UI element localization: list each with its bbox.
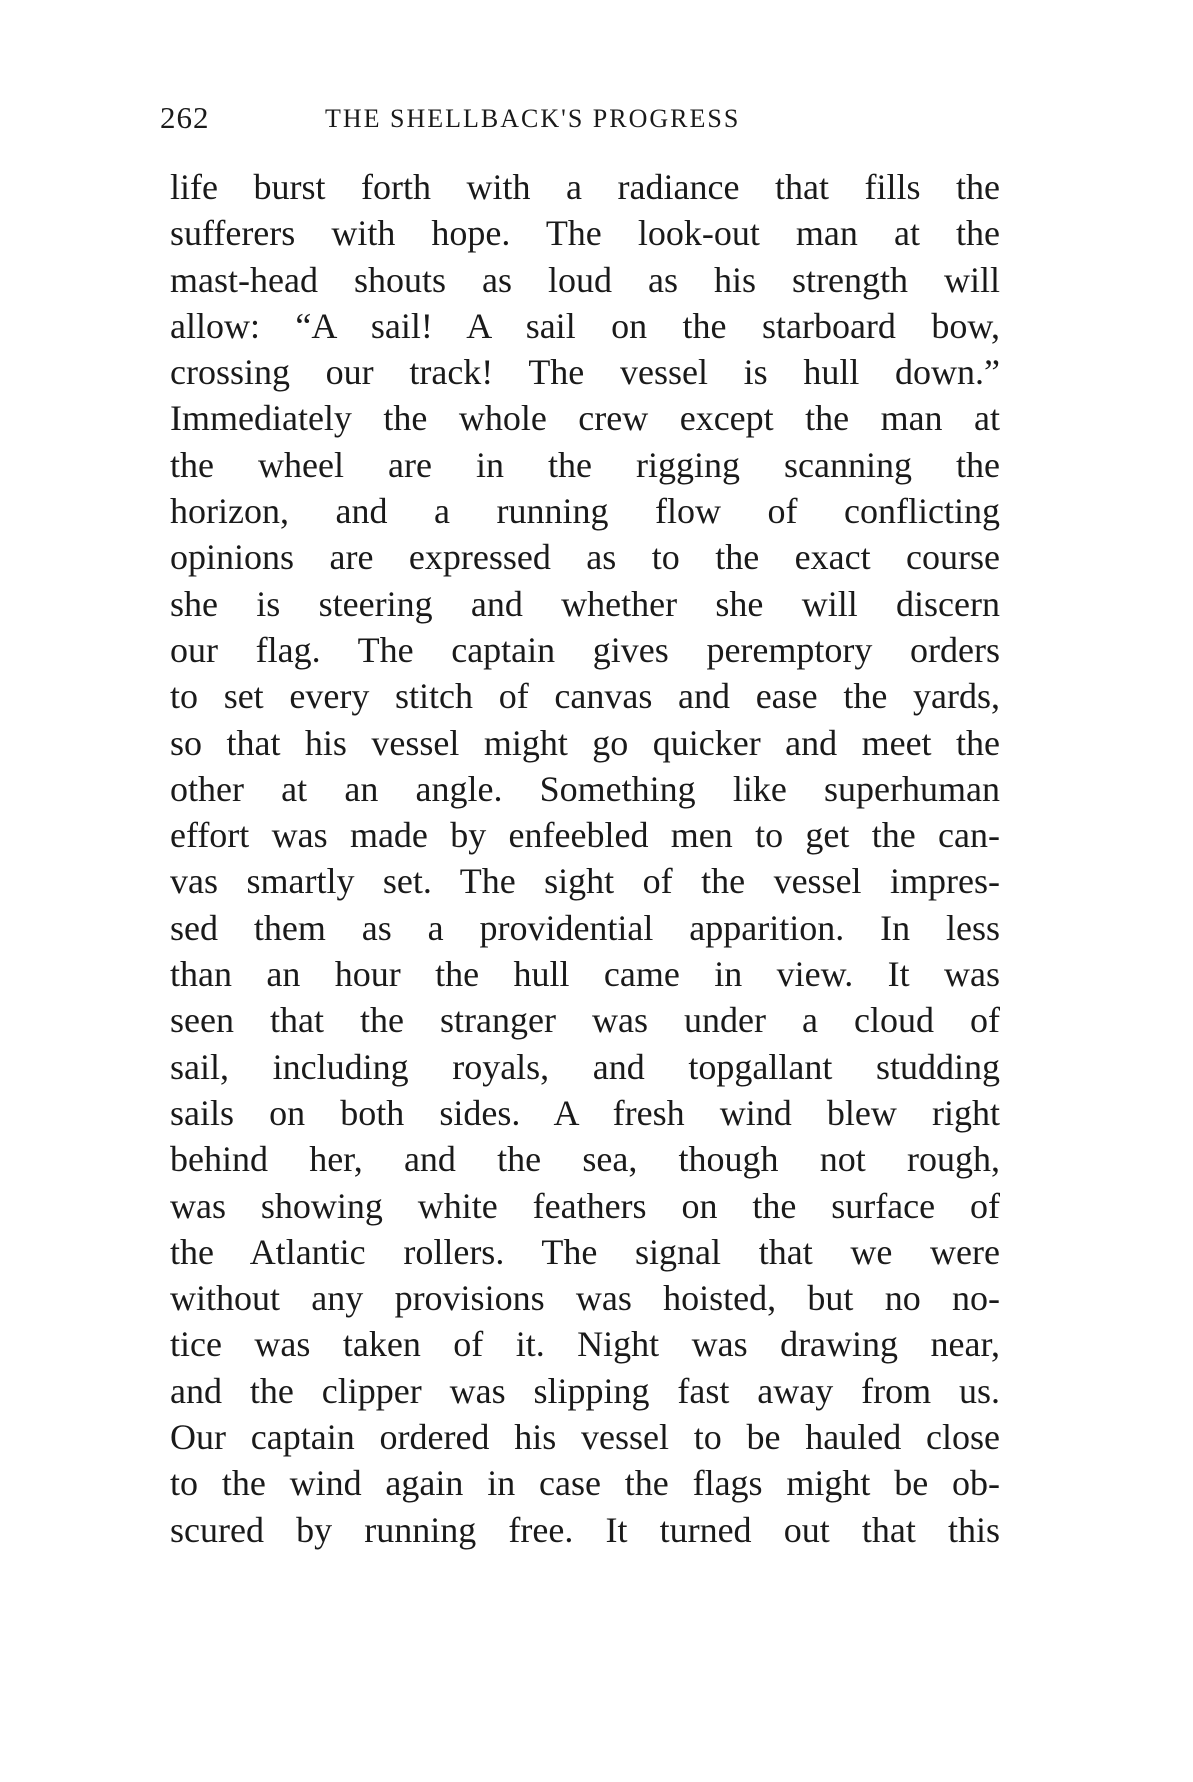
text-line: vas smartly set. The sight of the vessel impres- — [170, 861, 1000, 902]
text-line: Our captain ordered his vessel to be hauled close — [170, 1417, 1000, 1458]
text-line: was showing white feathers on the surface of — [170, 1185, 1000, 1226]
text-line: sed them as a providential apparition. In less — [170, 907, 1000, 948]
text-line: tice was taken of it. Night was drawing near, — [170, 1324, 1000, 1365]
text-line: and the clipper was slipping fast away from us. — [170, 1370, 1000, 1411]
text-line: behind her, and the sea, though not rough, — [170, 1139, 1000, 1180]
text-line: to set every stitch of canvas and ease the yards, — [170, 676, 1000, 717]
text-line: opinions are expressed as to the exact course — [170, 537, 1000, 578]
text-line: seen that the stranger was under a cloud of — [170, 1000, 1000, 1041]
page-header — [160, 92, 1000, 142]
text-line: horizon, and a running flow of conflicting — [170, 491, 1000, 532]
body-text — [170, 164, 1000, 1553]
text-line: without any provisions was hoisted, but no no- — [170, 1278, 1000, 1319]
page-number: 262 — [160, 100, 210, 135]
text-line: allow: “A sail! A sail on the starboard bow, — [170, 305, 1000, 346]
text-line: our flag. The captain gives peremptory orders — [170, 629, 1000, 670]
text-line: sufferers with hope. The look-out man at the — [170, 213, 1000, 254]
text-line: effort was made by enfeebled men to get the can- — [170, 815, 1000, 856]
text-line: other at an angle. Something like superhuman — [170, 768, 1000, 809]
running-title: THE SHELLBACK'S PROGRESS — [325, 104, 741, 133]
text-line: to the wind again in case the flags might be ob- — [170, 1463, 1000, 1504]
text-line: she is steering and whether she will discern — [170, 583, 1000, 624]
text-line: Immediately the whole crew except the man at — [170, 398, 1000, 439]
text-line: sails on both sides. A fresh wind blew right — [170, 1092, 1000, 1133]
text-line: mast-head shouts as loud as his strength will — [170, 259, 1000, 300]
text-line: the wheel are in the rigging scanning the — [170, 444, 1000, 485]
text-line: crossing our track! The vessel is hull down.” — [170, 352, 1000, 393]
text-line: sail, including royals, and topgallant studding — [170, 1046, 1000, 1087]
text-line: than an hour the hull came in view. It was — [170, 954, 1000, 995]
text-line: so that his vessel might go quicker and meet the — [170, 722, 1000, 763]
text-line: life burst forth with a radiance that fills the — [170, 167, 1000, 207]
text-line: the Atlantic rollers. The signal that we were — [170, 1231, 1000, 1272]
text-line: scured by running free. It turned out that this — [170, 1509, 1000, 1550]
